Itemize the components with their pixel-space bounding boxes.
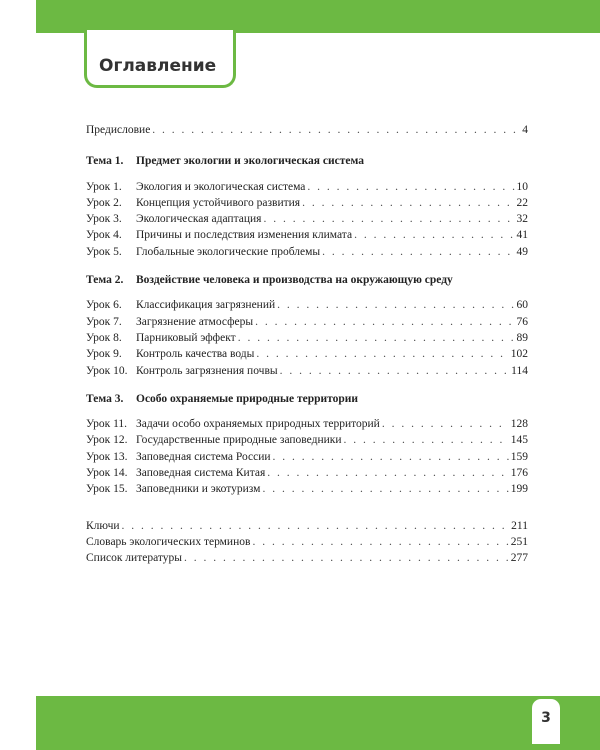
lesson-title: Концепция устойчивого развития	[136, 196, 301, 209]
toc-entry-label: Ключи	[86, 519, 120, 532]
dot-leader	[382, 416, 509, 432]
toc-page-number: 128	[510, 418, 528, 431]
dot-leader	[307, 179, 514, 195]
lesson-title: Причины и последствия изменения климата	[136, 229, 353, 242]
top-green-band	[36, 0, 600, 33]
lesson-list	[86, 179, 528, 260]
dot-leader	[344, 432, 509, 448]
dot-leader	[277, 297, 514, 313]
toc-page-number: 60	[516, 299, 528, 312]
toc-page-number: 114	[511, 364, 528, 377]
topic-number: Тема 3.	[86, 392, 124, 405]
toc-page-number: 41	[516, 229, 528, 242]
dot-leader	[184, 550, 509, 566]
lesson-number: Урок 12.	[86, 434, 128, 447]
lesson-title: Заповедная система Китая	[136, 467, 266, 480]
dot-leader	[280, 363, 510, 379]
lesson-title: Задачи особо охраняемых природных территорий	[136, 418, 380, 431]
lesson-list	[86, 297, 528, 378]
lesson-number: Урок 6.	[86, 299, 122, 312]
toc-lesson[interactable]	[86, 330, 528, 346]
toc-page-number: 145	[510, 434, 528, 447]
toc-lesson[interactable]	[86, 481, 528, 497]
lesson-number: Урок 8.	[86, 331, 122, 344]
lesson-title: Экология и экологическая система	[136, 180, 306, 193]
topic-number: Тема 1.	[86, 155, 124, 168]
toc-page-number: 76	[516, 315, 528, 328]
toc-page-number: 22	[516, 196, 528, 209]
toc-page-number: 4	[522, 124, 528, 136]
lesson-number: Урок 5.	[86, 245, 122, 258]
toc-lesson[interactable]	[86, 449, 528, 465]
lesson-number: Урок 7.	[86, 315, 122, 328]
dot-leader	[354, 227, 514, 243]
dot-leader	[267, 465, 508, 481]
toc-lesson[interactable]	[86, 227, 528, 243]
lesson-title: Глобальные экологические проблемы	[136, 245, 321, 258]
lesson-number: Урок 10.	[86, 364, 128, 377]
lesson-number: Урок 4.	[86, 229, 122, 242]
toc-lesson[interactable]	[86, 195, 528, 211]
page-title: Оглавление	[99, 56, 217, 76]
lesson-number: Урок 1.	[86, 180, 122, 193]
toc-page-number: 32	[516, 213, 528, 226]
lesson-title: Контроль качества воды	[136, 348, 255, 361]
dot-leader	[322, 244, 514, 260]
appendix-list	[86, 518, 528, 567]
topic-title: Предмет экологии и экологическая система	[136, 155, 364, 168]
dot-leader	[152, 122, 520, 138]
toc-preface[interactable]	[86, 122, 528, 138]
toc-page-number: 176	[510, 467, 528, 480]
toc-lesson[interactable]	[86, 465, 528, 481]
lesson-list	[86, 416, 528, 497]
toc-lesson[interactable]	[86, 363, 528, 379]
toc-lesson[interactable]	[86, 314, 528, 330]
lesson-number: Урок 13.	[86, 450, 128, 463]
dot-leader	[256, 346, 508, 362]
toc-entry-label: Словарь экологических терминов	[86, 535, 251, 548]
toc-entry-label: Предисловие	[86, 124, 151, 136]
topic-title: Особо охраняемые природные территории	[136, 392, 359, 405]
lesson-number: Урок 14.	[86, 467, 128, 480]
lesson-number: Урок 2.	[86, 196, 122, 209]
dot-leader	[238, 330, 515, 346]
toc-page-number: 89	[516, 331, 528, 344]
topic-heading	[86, 391, 528, 407]
lesson-number: Урок 11.	[86, 418, 128, 431]
lesson-title: Парниковый эффект	[136, 331, 236, 344]
dot-leader	[262, 481, 508, 497]
toc-page-number: 49	[516, 245, 528, 258]
bottom-green-band	[36, 696, 600, 750]
toc-lesson[interactable]	[86, 346, 528, 362]
lesson-title: Заповедники и экотуризм	[136, 483, 261, 496]
toc-entry-label: Список литературы	[86, 552, 182, 565]
toc-page-number: 10	[516, 180, 528, 193]
toc-page-number: 159	[510, 450, 528, 463]
lesson-number: Урок 9.	[86, 348, 122, 361]
dot-leader	[122, 518, 510, 534]
dot-leader	[252, 534, 508, 550]
toc-lesson[interactable]	[86, 244, 528, 260]
topic-heading	[86, 153, 528, 169]
topic-heading	[86, 272, 528, 288]
topic-number: Тема 2.	[86, 274, 124, 287]
toc-appendix-entry[interactable]	[86, 550, 528, 566]
toc-lesson[interactable]	[86, 211, 528, 227]
lesson-title: Классификация загрязнений	[136, 299, 276, 312]
lesson-title: Государственные природные заповедники	[136, 434, 342, 447]
dot-leader	[263, 211, 514, 227]
page-number: 3	[541, 710, 551, 726]
toc-lesson[interactable]	[86, 432, 528, 448]
toc-lesson[interactable]	[86, 179, 528, 195]
lesson-title: Экологическая адаптация	[136, 213, 262, 226]
lesson-number: Урок 15.	[86, 483, 128, 496]
toc-page-number: 211	[511, 519, 528, 532]
dot-leader	[273, 449, 509, 465]
toc-page-number: 199	[510, 483, 528, 496]
toc-page-number: 251	[510, 535, 528, 548]
dot-leader	[302, 195, 514, 211]
lesson-title: Контроль загрязнения почвы	[136, 364, 278, 377]
toc-page-number: 102	[510, 348, 528, 361]
lesson-number: Урок 3.	[86, 213, 122, 226]
topic-title: Воздействие человека и производства на окружающую среду	[136, 274, 453, 287]
toc-lesson[interactable]	[86, 297, 528, 313]
lesson-title: Заповедная система России	[136, 450, 271, 463]
toc-page-number: 277	[510, 552, 528, 565]
toc-appendix-entry[interactable]	[86, 518, 528, 534]
toc-appendix-entry[interactable]	[86, 534, 528, 550]
lesson-title: Загрязнение атмосферы	[136, 315, 254, 328]
table-of-contents	[86, 122, 528, 567]
dot-leader	[255, 314, 514, 330]
toc-lesson[interactable]	[86, 416, 528, 432]
